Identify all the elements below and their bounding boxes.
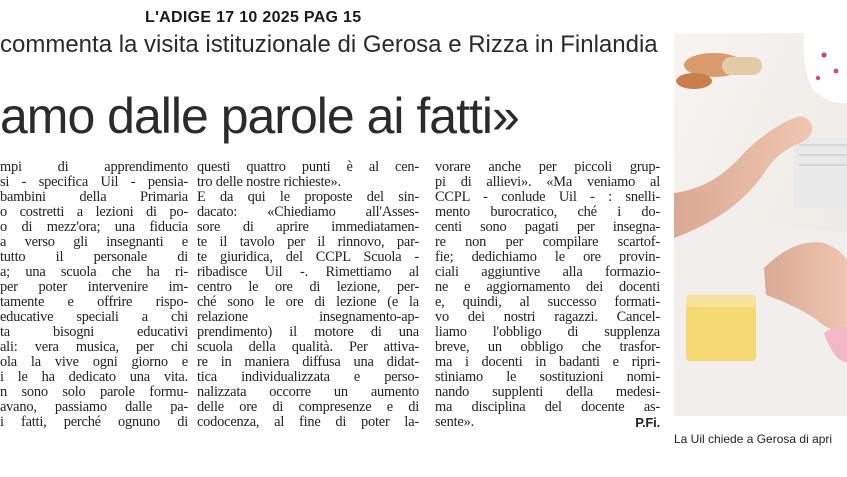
text-line: stiniamo le sostituzioni nomi- — [435, 370, 660, 385]
text-line: sore di aprire immediatamen- — [197, 220, 419, 235]
text-line: E da qui le proposte del sin- — [197, 190, 419, 205]
text-line-end: sente». — [435, 415, 474, 430]
text-line: centro le ore di lezione, per- — [197, 280, 419, 295]
article-headline: amo dalle parole ai fatti» — [0, 88, 519, 144]
text-line: nalizzata occorre un aumento — [197, 385, 419, 400]
text-line: ché sono le ore di lezione (e la — [197, 295, 419, 310]
text-line: per poter intervenire im- — [0, 280, 188, 295]
text-line: dacato: «Chiediamo all'Asses- — [197, 205, 419, 220]
text-line: ta bisogni educativi — [0, 325, 188, 340]
text-line: avano, passiamo dalle pa- — [0, 400, 188, 415]
text-line: n sono solo parole formu- — [0, 385, 188, 400]
text-line: liamo l'obbligo di supplenza — [435, 325, 660, 340]
text-line: re non per compilare scartof- — [435, 235, 660, 250]
text-line: ciali aggiuntive alla formazio- — [435, 265, 660, 280]
text-line: mpi di apprendimento — [0, 160, 188, 175]
text-line: o di mezz'ora; una fiducia — [0, 220, 188, 235]
text-line: tamente e offrire rispo- — [0, 295, 188, 310]
text-line: vo dei nostri ragazzi. Cancel- — [435, 310, 660, 325]
article-body — [0, 160, 665, 470]
text-line: questi quattro punti è al cen- — [197, 160, 419, 175]
text-line: ne e aggiornamento dei docenti — [435, 280, 660, 295]
text-line: delle ore di compresenze e di — [197, 400, 419, 415]
text-line: re in maniera diffusa una didat- — [197, 355, 419, 370]
text-line: i fatti, perché ognuno di — [0, 415, 188, 430]
text-line: tutto il personale di — [0, 250, 188, 265]
article-subtitle: commenta la visita istituzionale di Gerosa e Rizza in Finlandia — [0, 31, 658, 58]
article-column-3 — [435, 160, 660, 470]
text-line: scuola della qualità. Per attiva- — [197, 340, 419, 355]
text-line: tica individualizzata e perso- — [197, 370, 419, 385]
photo-illustration — [674, 33, 847, 416]
text-line: codocenza, al fine di poter la- — [197, 415, 419, 430]
text-line: mento burocratico, ché i do- — [435, 205, 660, 220]
article-photo — [674, 33, 847, 416]
byline: P.Fi. — [635, 415, 660, 430]
text-line — [435, 415, 660, 430]
text-line: tro delle nostre richieste». — [197, 175, 341, 190]
article-column-1 — [0, 160, 188, 470]
masthead: L'ADIGE 17 10 2025 PAG 15 — [145, 9, 362, 26]
text-line: ribadisce Uil -. Rimettiamo al — [197, 265, 419, 280]
text-line: a verso gli insegnanti e — [0, 235, 188, 250]
text-line: CCPL - conlude Uil - : snelli- — [435, 190, 660, 205]
text-line: educative speciali a chi — [0, 310, 188, 325]
text-line: vorare anche per piccoli grup- — [435, 160, 660, 175]
text-line: prendimento) il motore di una — [197, 325, 419, 340]
text-line: a; una scuola che ha ri- — [0, 265, 188, 280]
text-line: bambini della Primaria — [0, 190, 188, 205]
text-line: fie; dedichiamo le ore provin- — [435, 250, 660, 265]
text-line: pi di allievi». «Ma veniamo al — [435, 175, 660, 190]
text-line: te il tavolo per il rinnovo, par- — [197, 235, 419, 250]
photo-caption: La Uil chiede a Gerosa di apri — [674, 432, 833, 446]
text-line: nando supplenti della medesi- — [435, 385, 660, 400]
text-line: ma disciplina del docente as- — [435, 400, 660, 415]
text-line: ma i docenti in badanti e ripri- — [435, 355, 660, 370]
text-line: relazione insegnamento-ap- — [197, 310, 419, 325]
text-line: o costretti a lezioni di po- — [0, 205, 188, 220]
text-line: centi sono pagati per insegna- — [435, 220, 660, 235]
text-line: breve, un obbligo che trasfor- — [435, 340, 660, 355]
text-line: ola la vive ogni giorno e — [0, 355, 188, 370]
text-line: si - specifica Uil - pensia- — [0, 175, 188, 190]
text-line: e, quindi, al successo formati- — [435, 295, 660, 310]
article-column-2 — [197, 160, 419, 470]
text-line: ali: vera musica, per chi — [0, 340, 188, 355]
text-line: i le ha dedicato una vita. — [0, 370, 188, 385]
text-line: te giuridica, del CCPL Scuola - — [197, 250, 419, 265]
